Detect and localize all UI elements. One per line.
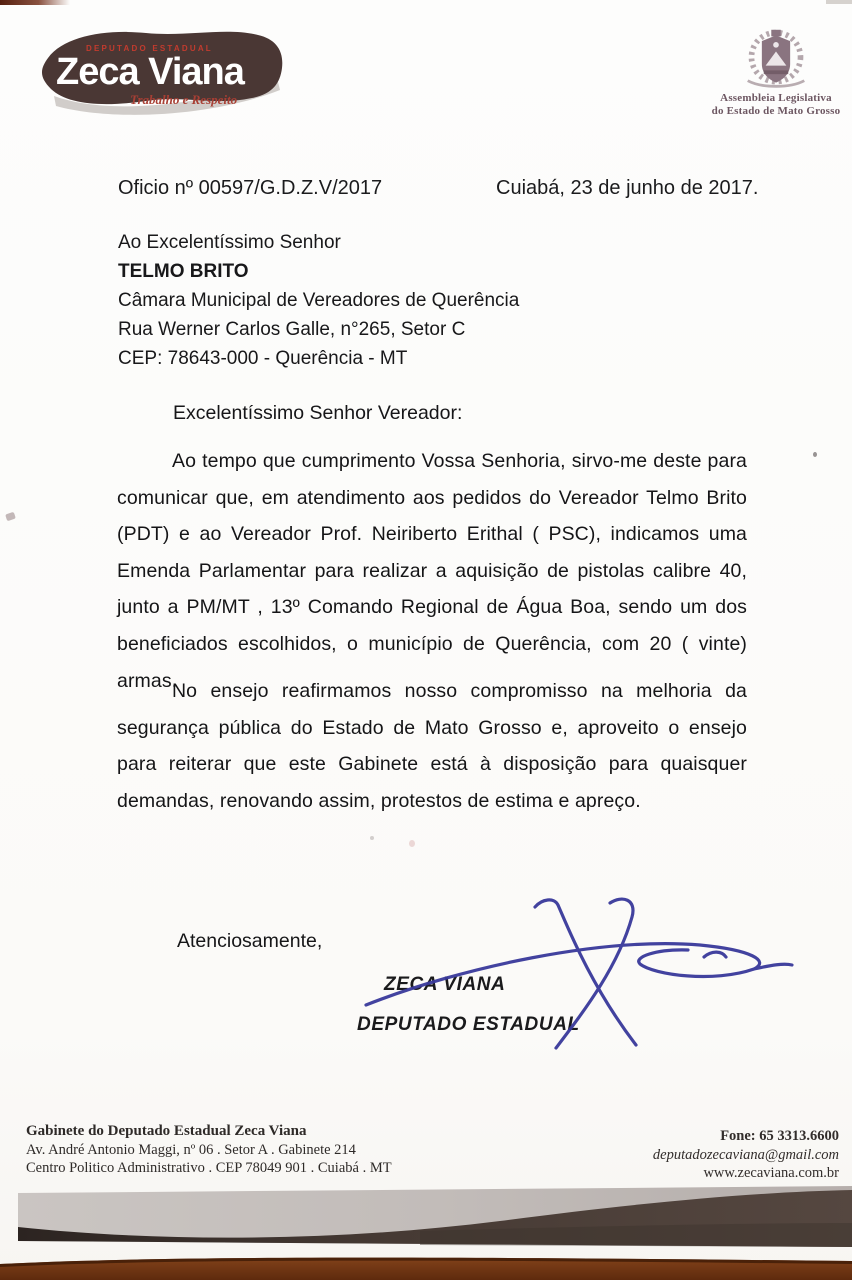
footer-address-line: Centro Politico Administrativo . CEP 78049 901 . Cuiabá . MT [26,1160,392,1176]
body-paragraph-1: Ao tempo que cumprimento Vossa Senhoria, sirvo-me deste para comunicar que, em atendimento aos pedidos do Vereador Telmo Brito (PDT) e ao Vereador Prof. Neiriberto Erithal ( PSC), indicamos uma Emenda Parlamentar para realizar a aquisição de pistolas calibre 40, junto a PM/MT , 13º Comando Regional de Água Boa, sendo um dos beneficiados escolhidos, o município de Querência, com 20 ( vinte) armas. [117,450,747,692]
body-paragraph-2: No ensejo reafirmamos nosso compromisso na melhoria da segurança pública do Estado de Mato Grosso e, aproveito o ensejo para reiterar que este Gabinete está à disposição para quaisquer demandas, renovando assim, protestos de estima e apreço. [117,680,747,812]
scan-smudge [370,836,374,840]
signer-role: DEPUTADO ESTADUAL [357,1014,580,1035]
logo-tagline-text: Trabalho e Respeito [130,92,238,107]
recipient-name: TELMO BRITO [118,261,249,282]
scan-smudge [5,512,16,521]
recipient-block [118,228,519,373]
footer-office-address [26,1122,446,1178]
closing-word: Atenciosamente, [177,930,323,952]
photo-table-sliver-top-left [0,0,70,5]
mato-grosso-coat-of-arms-icon [728,26,824,92]
footer-office-title: Gabinete do Deputado Estadual Zeca Viana [26,1123,307,1139]
signer-name: ZECA VIANA [384,974,506,995]
logo-overline-text: DEPUTADO ESTADUAL [86,44,213,53]
logo-name-text: Zeca Viana [56,51,244,93]
assembleia-emblem-block [696,26,852,118]
footer-website: www.zecaviana.com.br [703,1165,839,1181]
emblem-caption-line2: do Estado de Mato Grosso [711,105,841,117]
scan-smudge [409,840,415,847]
emblem-caption-line1: Assembleia Legislativa [720,92,832,104]
footer-address-line: Av. André Antonio Maggi, nº 06 . Setor A . Gabinete 214 [26,1141,356,1158]
zeca-viana-logo [34,24,290,124]
recipient-line: Ao Excelentíssimo Senhor [118,232,341,253]
footer-email: deputadozecaviana@gmail.com [652,1146,839,1163]
footer-wave-band [0,1183,852,1255]
scan-smudge [813,452,817,457]
salutation: Excelentíssimo Senhor Vereador: [173,402,463,424]
recipient-line: Câmara Municipal de Vereadores de Querência [118,290,520,311]
recipient-line: CEP: 78643-000 - Querência - MT [118,348,408,369]
oficio-number: Oficio nº 00597/G.D.Z.V/2017 [118,177,383,199]
photo-table-edge [0,1252,852,1280]
footer-phone: Fone: 65 3313.6600 [720,1128,839,1144]
photo-shadow-top-right [826,0,852,4]
footer-contact-info [539,1127,839,1183]
date-line: Cuiabá, 23 de junho de 2017. [496,177,759,199]
recipient-line: Rua Werner Carlos Galle, n°265, Setor C [118,319,466,340]
